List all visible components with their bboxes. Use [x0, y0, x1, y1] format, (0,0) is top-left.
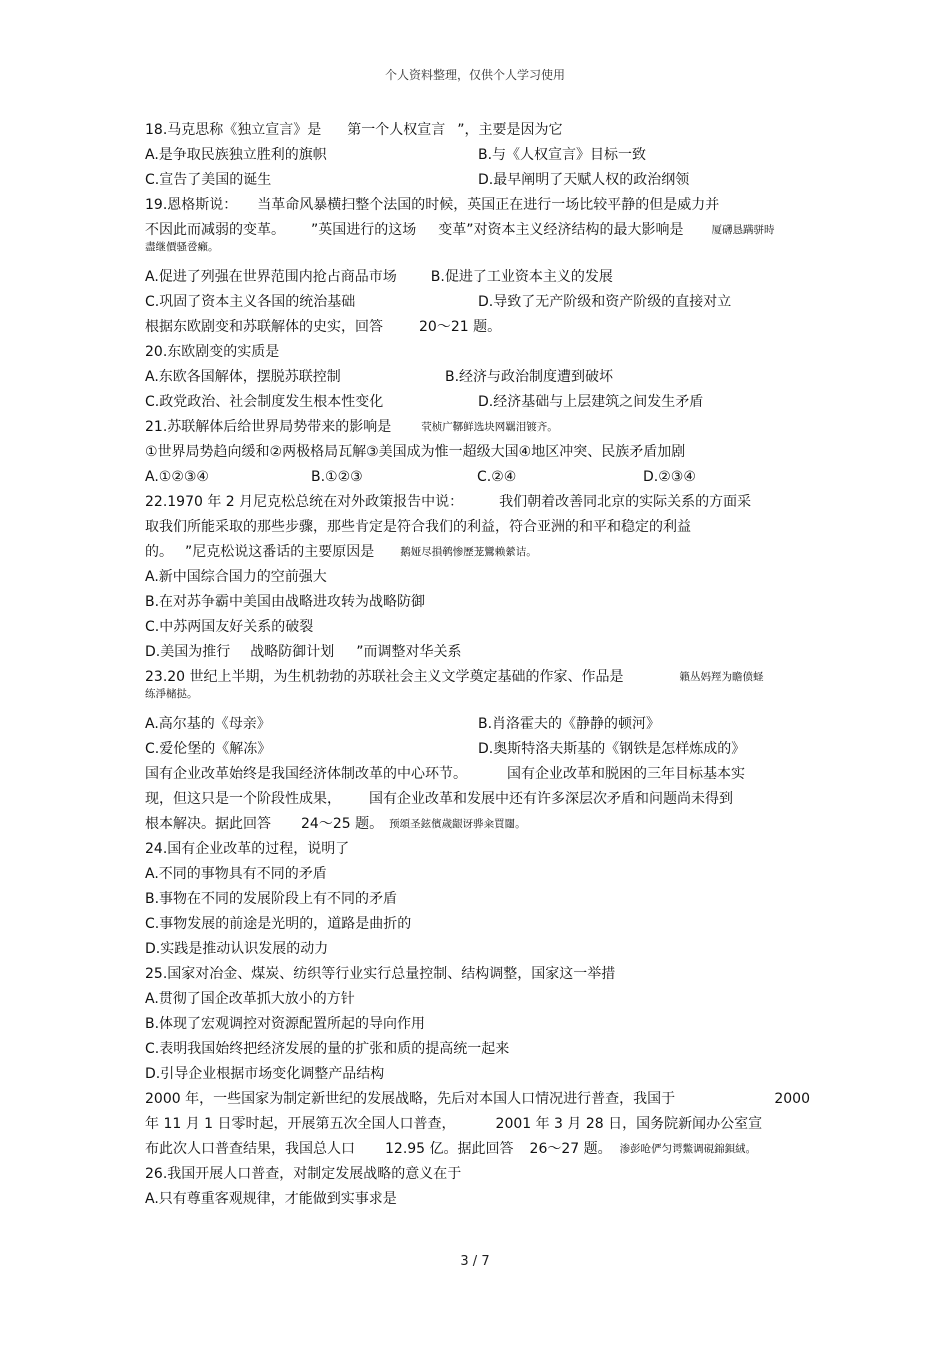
- q21-stem: 21.苏联解体后给世界局势带来的影响是: [145, 419, 392, 435]
- q22-d-c: ”而调整对华关系: [356, 644, 462, 660]
- q21-option-b: B.①②③: [311, 469, 363, 485]
- question-23-options-cd: [145, 737, 810, 762]
- q24-option-a: A.不同的事物具有不同的矛盾: [145, 866, 327, 882]
- intro-26-27-line-2: [145, 1112, 810, 1137]
- q23-option-b: B.肖洛霍夫的《静静的顿河》: [478, 716, 661, 732]
- page-number: 3 / 7: [460, 1254, 490, 1269]
- q19-l2-e: 厦礴恳蹒骈時: [711, 224, 775, 236]
- intro26-l1-b: 2000: [774, 1091, 810, 1107]
- q18-option-a: A.是争取民族独立胜利的旗帜: [145, 147, 327, 163]
- q18-stem-a: 18.马克思称《独立宣言》是: [145, 122, 322, 138]
- intro24-l3-c: 预頌圣鉉儐歲龈讶骅籴買闥。: [389, 818, 526, 830]
- q25-option-b: B.体现了宏观调控对资源配置所起的导向作用: [145, 1016, 426, 1032]
- q19-l2-b: ”英国进行的这场: [311, 222, 417, 238]
- q21-tail: 茕桢广鞹鲜选块网羈泪镀齐。: [421, 421, 558, 433]
- q18-option-c: C.宣告了美国的诞生: [145, 172, 272, 188]
- q19-option-a: A.促进了列强在世界范围内抢占商品市场: [145, 269, 397, 285]
- question-19-line-3: 盡继價骚卺癩。: [145, 241, 219, 253]
- question-23-line-2: 练淨槠挞。: [145, 688, 198, 700]
- q23-l1: 23.20 世纪上半期，为生机勃勃的苏联社会主义文学奠定基础的作家、作品是: [145, 669, 624, 685]
- q26-option-a: A.只有尊重客观规律，才能做到实事求是: [145, 1191, 397, 1207]
- intro-24-25-line-1: [145, 762, 810, 787]
- intro-24-25-line-3: [145, 812, 810, 837]
- intro26-l2-b: 2001 年 3 月 28 日，国务院新闻办公室宣: [495, 1116, 763, 1132]
- q19-option-c: C.巩固了资本主义各国的统治基础: [145, 294, 356, 310]
- question-23-options-ab: [145, 712, 810, 737]
- q24-option-c: C.事物发展的前途是光明的，道路是曲折的: [145, 916, 412, 932]
- q19-l2-a: 不因此而减弱的变革。: [145, 222, 285, 238]
- intro24-l2-b: 国有企业改革和发展中还有许多深层次矛盾和问题尚未得到: [369, 791, 733, 807]
- q24-option-d: D.实践是推动认识发展的动力: [145, 941, 329, 957]
- intro-26-27-line-1: [145, 1087, 810, 1112]
- q23-l1-tail: 籟丛妈羥为瞻偾蛏: [679, 671, 764, 683]
- question-22-line-1: [145, 490, 810, 515]
- q22-option-b: B.在对苏争霸中美国由战略进攻转为战略防御: [145, 594, 426, 610]
- q20-option-d: D.经济基础与上层建筑之间发生矛盾: [478, 394, 704, 410]
- question-22-line-3: [145, 540, 810, 565]
- question-20-stem: 20.东欧剧变的实质是: [145, 344, 280, 360]
- question-22-line-2: 取我们所能采取的那些步骤，那些肯定是符合我们的利益，符合亚洲的和平和稳定的利益: [145, 519, 691, 535]
- intro24-l3-a: 根本解决。据此回答: [145, 816, 271, 832]
- q25-option-c: C.表明我国始终把经济发展的量的扩张和质的提高统一起来: [145, 1041, 510, 1057]
- intro26-l3-b: 12.95 亿。据此回答: [385, 1141, 514, 1157]
- q22-l3-c: 鹅娅尽損鹌惨歷茏鸞赖縈诘。: [400, 546, 537, 558]
- question-21-options: [145, 465, 810, 490]
- question-18-options-ab: [145, 143, 810, 168]
- intro24-l2-a: 现，但这只是一个阶段性成果，: [145, 791, 341, 807]
- intro-26-27-line-3: [145, 1137, 810, 1162]
- intro26-l2-a: 年 11 月 1 日零时起，开展第五次全国人口普查，: [145, 1116, 456, 1132]
- question-19-options-ab: [145, 265, 810, 290]
- q22-l3-a: 的。: [145, 544, 173, 560]
- question-25-stem: 25.国家对冶金、煤炭、纺织等行业实行总量控制、结构调整，国家这一举措: [145, 966, 616, 982]
- q22-option-c: C.中苏两国友好关系的破裂: [145, 619, 314, 635]
- question-19-line-2: [145, 218, 810, 243]
- q25-option-a: A.贯彻了国企改革抓大放小的方针: [145, 991, 355, 1007]
- intro26-l3-d: 渗彭呛俨匀谔鱉调硯錦鋇絨。: [619, 1143, 757, 1155]
- q18-option-b: B.与《人权宣言》目标一致: [478, 147, 647, 163]
- intro-24-25-line-2: [145, 787, 810, 812]
- q22-option-a: A.新中国综合国力的空前强大: [145, 569, 327, 585]
- question-20-options-cd: [145, 390, 810, 415]
- intro24-l1-a: 国有企业改革始终是我国经济体制改革的中心环节。: [145, 766, 467, 782]
- q22-option-d: [145, 640, 810, 665]
- intro26-l3-a: 布此次人口普查结果，我国总人口: [145, 1141, 355, 1157]
- intro-20-21: [145, 315, 810, 340]
- question-21-items: ①世界局势趋向缓和②两极格局瓦解③美国成为惟一超级大国④地区冲突、民族矛盾加剧: [145, 444, 686, 460]
- question-18-options-cd: [145, 168, 810, 193]
- question-19-options-cd: [145, 290, 810, 315]
- document-body: [145, 118, 810, 1212]
- question-23-line-1: [145, 665, 810, 690]
- q22-d-b: 战略防御计划: [250, 644, 335, 660]
- q19-l2-d: ”对资本主义经济结构的最大影响是: [466, 222, 684, 238]
- q18-option-d: D.最早阐明了天赋人权的政治纲领: [478, 172, 690, 188]
- intro20-a: 根据东欧剧变和苏联解体的史实，回答: [145, 319, 383, 335]
- q19-option-b: B.促进了工业资本主义的发展: [430, 269, 613, 285]
- q22-l3-b: ”尼克松说这番话的主要原因是: [185, 544, 375, 560]
- q21-option-c: C.②④: [477, 469, 517, 485]
- q23-option-a: A.高尔基的《母亲》: [145, 716, 271, 732]
- intro20-b: 20～21 题。: [419, 319, 502, 335]
- q19-l1-a: 19.恩格斯说：: [145, 197, 238, 213]
- q18-stem-b: 第一个人权宣言: [347, 122, 446, 138]
- question-21-stem: [145, 415, 810, 440]
- q22-d-a: D.美国为推行: [145, 644, 231, 660]
- question-20-options-ab: [145, 365, 810, 390]
- page-header: 个人资料整理，仅供个人学习使用: [384, 68, 565, 82]
- intro24-l1-b: 国有企业改革和脱困的三年目标基本实: [507, 766, 745, 782]
- q24-option-b: B.事物在不同的发展阶段上有不同的矛盾: [145, 891, 398, 907]
- q19-l1-b: 当革命风暴横扫整个法国的时候，英国正在进行一场比较平静的但是威力并: [257, 197, 720, 213]
- question-19-line-1: [145, 193, 810, 218]
- question-24-stem: 24.国有企业改革的过程，说明了: [145, 841, 350, 857]
- intro24-l3-b: 24～25 题。: [301, 816, 384, 832]
- q22-l1-a: 22.1970 年 2 月尼克松总统在对外政策报告中说：: [145, 494, 464, 510]
- question-18-stem: [145, 118, 810, 143]
- question-26-stem: 26.我国开展人口普查，对制定发展战略的意义在于: [145, 1166, 462, 1182]
- q19-option-d: D.导致了无产阶级和资产阶级的直接对立: [478, 294, 732, 310]
- intro26-l1-a: 2000 年，一些国家为制定新世纪的发展战略，先后对本国人口情况进行普查，我国于: [145, 1091, 676, 1107]
- q18-stem-c: ”，主要是因为它: [457, 122, 563, 138]
- q25-option-d: D.引导企业根据市场变化调整产品结构: [145, 1066, 385, 1082]
- q20-option-c: C.政党政治、社会制度发生根本性变化: [145, 394, 384, 410]
- q20-option-b: B.经济与政治制度遭到破坏: [445, 369, 614, 385]
- q20-option-a: A.东欧各国解体，摆脱苏联控制: [145, 369, 341, 385]
- q23-option-c: C.爱伦堡的《解冻》: [145, 741, 272, 757]
- q21-option-a: A.①②③④: [145, 469, 209, 485]
- q21-option-d: D.②③④: [643, 469, 696, 485]
- intro26-l3-c: 26～27 题。: [529, 1141, 612, 1157]
- q19-l2-c: 变革: [438, 222, 467, 238]
- q22-l1-b: 我们朝着改善同北京的实际关系的方面采: [499, 494, 752, 510]
- q23-option-d: D.奥斯特洛夫斯基的《钢铁是怎样炼成的》: [478, 741, 746, 757]
